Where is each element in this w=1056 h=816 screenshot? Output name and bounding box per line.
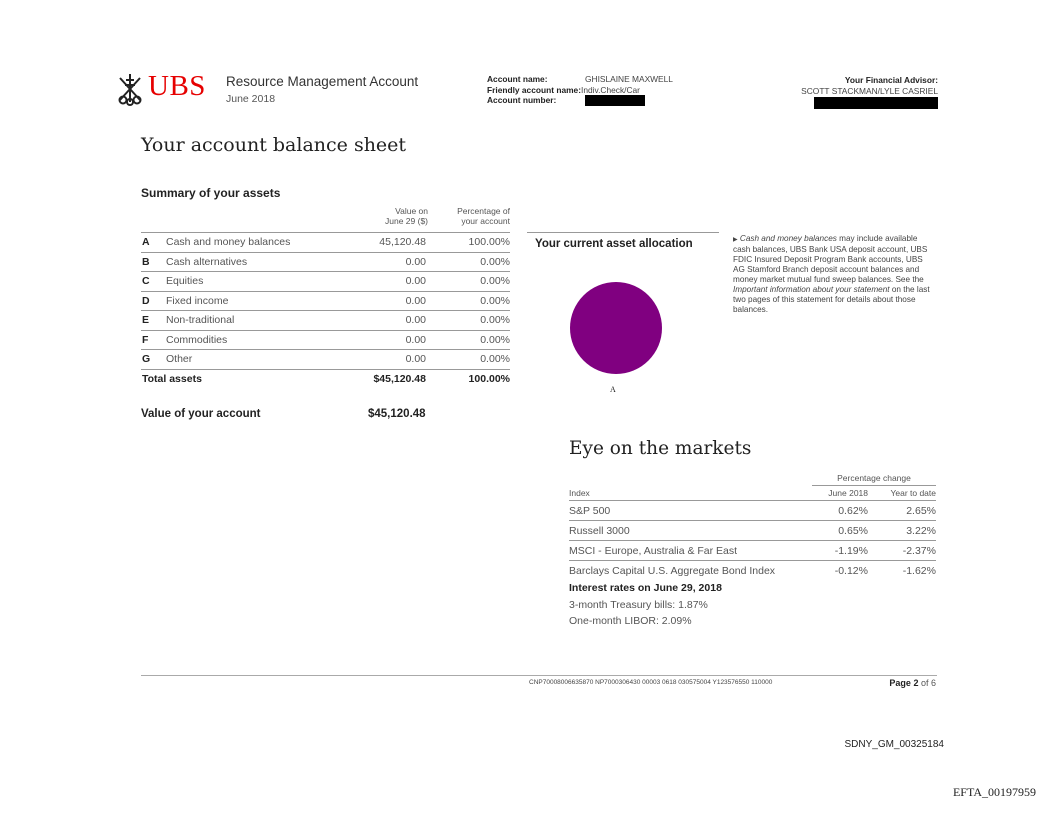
pie-slice-label: A	[610, 385, 616, 394]
treasury-bill-rate: 3-month Treasury bills: 1.87%	[569, 599, 708, 611]
markets-title: Eye on the markets	[569, 438, 752, 459]
account-name: GHISLAINE MAXWELL	[585, 74, 673, 84]
cash-balances-note	[733, 234, 933, 315]
row-value: 0.00	[330, 252, 426, 272]
row-letter: F	[141, 330, 166, 350]
row-label: Commodities	[166, 330, 330, 350]
table-row	[141, 272, 510, 292]
note-bullet-icon: ▶	[733, 237, 738, 243]
bates-number: SDNY_GM_00325184	[844, 739, 944, 750]
note-term: Cash and money balances	[739, 234, 837, 243]
percentage-change-header: Percentage change	[837, 473, 911, 483]
assets-summary-table	[141, 232, 510, 388]
row-pct: 0.00%	[426, 252, 510, 272]
pct-header-line1: Percentage of	[457, 206, 510, 216]
row-letter: G	[141, 350, 166, 370]
efta-number: EFTA_00197959	[952, 785, 1036, 799]
index-name: S&P 500	[569, 501, 778, 521]
table-row	[141, 233, 510, 253]
month-change: -0.12%	[834, 564, 868, 577]
pct-header-line2: your account	[461, 216, 510, 226]
index-column-header: Index	[569, 486, 778, 501]
ytd-change: 3.22%	[868, 521, 936, 541]
table-row	[569, 501, 936, 521]
ytd-change: -1.62%	[902, 564, 936, 577]
row-pct: 100.00%	[426, 233, 510, 253]
table-row	[569, 561, 936, 581]
row-label: Equities	[166, 272, 330, 292]
account-info	[487, 74, 673, 106]
page-number	[889, 678, 936, 688]
account-name-label: Account name:	[487, 74, 548, 84]
row-value: 0.00	[330, 330, 426, 350]
markets-table	[569, 486, 936, 580]
account-number-label: Account number:	[487, 95, 557, 105]
advisor-name: SCOTT STACKMAN/LYLE CASRIEL	[801, 85, 938, 96]
row-letter: A	[141, 233, 166, 253]
row-value: 45,120.48	[330, 233, 426, 253]
libor-rate: One-month LIBOR: 2.09%	[569, 615, 692, 627]
footer-divider	[141, 675, 937, 676]
statement-period: June 2018	[226, 93, 276, 105]
row-letter: B	[141, 252, 166, 272]
page-total: of 6	[920, 678, 936, 688]
note-text: may include available cash balances, UBS Bank USA deposit account, UBS FDIC Insured Deposit Program Bank accounts, UBS AG Stamford Branch deposit account balances and money market mutual fund sweep balances. See the	[733, 234, 928, 284]
friendly-name: Indiv.Check/Car	[581, 84, 640, 95]
table-row	[569, 541, 936, 561]
total-value: $45,120.48	[373, 372, 426, 385]
ubs-keys-logo-icon	[115, 72, 145, 106]
account-value: $45,120.48	[368, 408, 426, 420]
percentage-column-header	[440, 206, 510, 226]
value-header-line1: Value on	[395, 206, 428, 216]
markets-header-row	[569, 486, 936, 501]
note-text-end: on the last two pages of this statement for details about those balances.	[733, 285, 930, 314]
row-label: Cash alternatives	[166, 252, 330, 272]
account-number-redaction	[585, 95, 645, 106]
row-pct: 0.00%	[426, 350, 510, 370]
row-label: Other	[166, 350, 330, 370]
advisor-label: Your Financial Advisor:	[844, 75, 938, 85]
ytd-change: -2.37%	[868, 541, 936, 561]
ytd-column-header: Year to date	[868, 486, 936, 501]
table-row	[141, 291, 510, 311]
asset-allocation-pie-chart	[568, 280, 664, 376]
row-value: 0.00	[330, 291, 426, 311]
row-value: 0.00	[330, 350, 426, 370]
brand-logo-text: UBS	[148, 70, 206, 102]
page-current: 2	[913, 678, 919, 688]
value-header-line2: June 29 ($)	[385, 216, 428, 226]
month-change: 0.65%	[778, 521, 868, 541]
pie-slice-A	[570, 282, 662, 374]
month-change: -1.19%	[778, 541, 868, 561]
row-value: 0.00	[330, 311, 426, 331]
month-column-header: June 2018	[778, 486, 868, 501]
row-pct: 0.00%	[426, 272, 510, 292]
summary-title: Summary of your assets	[141, 186, 281, 200]
ytd-change: 2.65%	[868, 501, 936, 521]
page-word: Page	[889, 678, 911, 688]
allocation-title: Your current asset allocation	[535, 238, 693, 250]
total-pct: 100.00%	[468, 372, 510, 385]
row-letter: D	[141, 291, 166, 311]
footer-code: CNP70008006635870 NP7000306430 00003 0618 030575004 Y123576550 110000	[529, 679, 773, 686]
table-row	[569, 521, 936, 541]
table-row	[141, 330, 510, 350]
month-change: 0.62%	[778, 501, 868, 521]
row-pct: 0.00%	[426, 291, 510, 311]
row-label: Cash and money balances	[166, 233, 330, 253]
financial-advisor	[801, 75, 938, 109]
index-name: Russell 3000	[569, 521, 778, 541]
note-reference: Important information about your statement	[733, 285, 890, 294]
row-pct: 0.00%	[426, 330, 510, 350]
interest-rates-title: Interest rates on June 29, 2018	[569, 582, 722, 594]
table-row	[141, 311, 510, 331]
row-label: Non-traditional	[166, 311, 330, 331]
index-name: Barclays Capital U.S. Aggregate Bond Index	[569, 564, 776, 577]
document-title: Resource Management Account	[226, 74, 419, 89]
account-value-label: Value of your account	[141, 408, 261, 420]
row-pct: 0.00%	[426, 311, 510, 331]
friendly-name-label: Friendly account name:	[487, 84, 582, 95]
row-letter: E	[141, 311, 166, 331]
value-column-header	[368, 206, 428, 226]
table-row	[141, 350, 510, 370]
table-row	[141, 252, 510, 272]
row-label: Fixed income	[166, 291, 330, 311]
row-value: 0.00	[330, 272, 426, 292]
allocation-divider	[527, 232, 719, 233]
advisor-redaction	[814, 97, 938, 109]
index-name: MSCI - Europe, Australia & Far East	[569, 541, 778, 561]
total-row	[141, 369, 510, 388]
balance-sheet-title: Your account balance sheet	[141, 134, 407, 156]
total-label: Total assets	[142, 372, 202, 385]
row-letter: C	[141, 272, 166, 292]
